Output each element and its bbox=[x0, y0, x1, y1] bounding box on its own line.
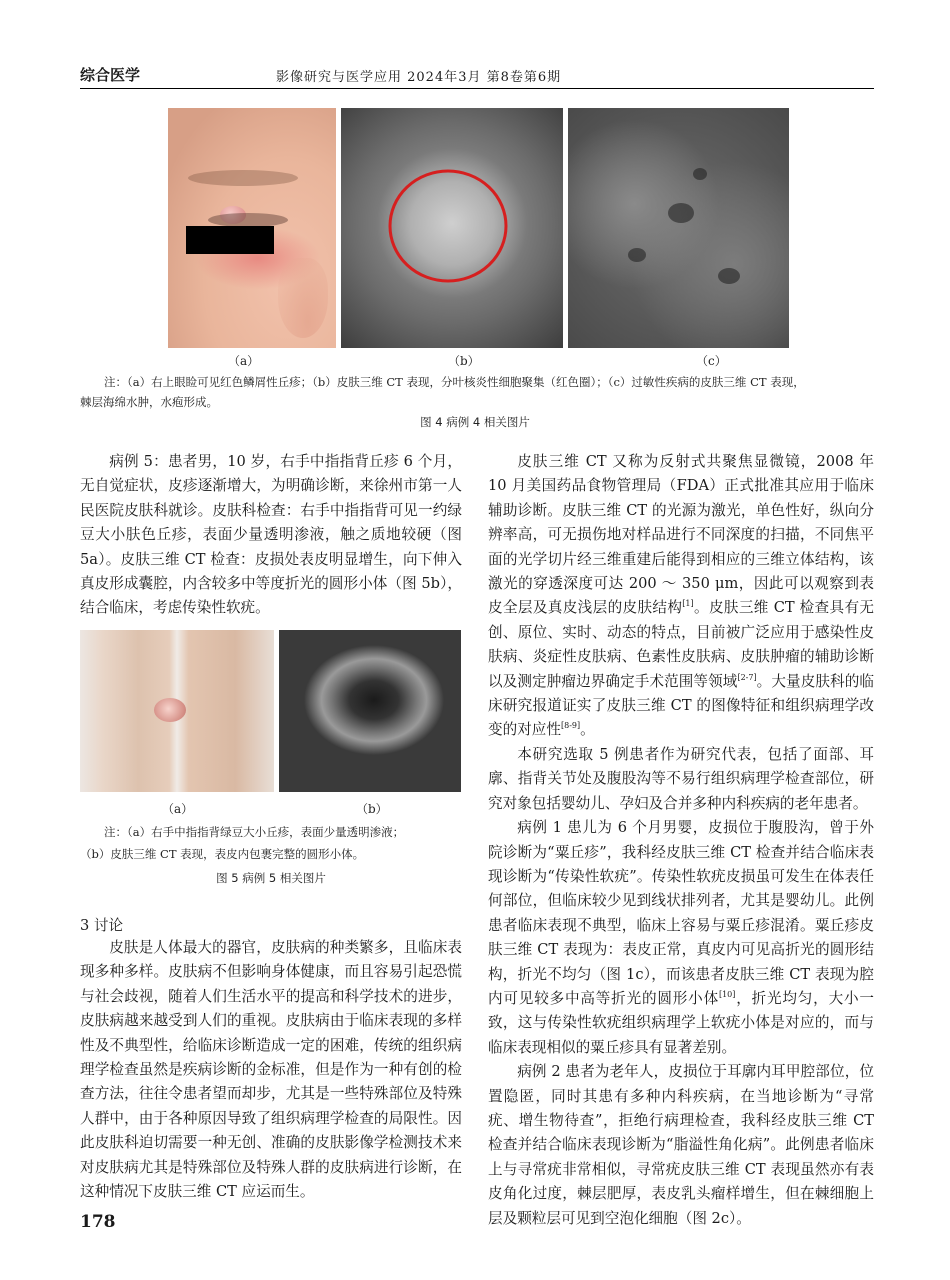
figure4b-overlay bbox=[341, 108, 563, 348]
figure4c-label: （c） bbox=[696, 354, 727, 368]
eyebrow bbox=[188, 170, 298, 186]
journal-header: 影像研究与医学应用 2024年3月 第8卷第6期 bbox=[276, 70, 562, 85]
citation-ref: [8-9] bbox=[560, 721, 581, 731]
page-number: 178 bbox=[80, 1212, 116, 1232]
case5-paragraph: 病例 5：患者男，10 岁，右手中指指背丘疹 6 个月，无自觉症状，皮疹逐渐增大，为明确诊断，来徐州市第一人民医院皮肤科就诊。皮肤科检查：右手中指指背可见一约绿豆大小肤色丘疹，表面少量透明渗液，触之质地较硬（图 5a）。皮肤三维 CT 检查：皮损处表皮明显增生，向下伸入真皮形成囊腔，内含较多中等度折光的圆形小体（图 5b），结合临床，考虑传染性软疣。 bbox=[80, 453, 462, 617]
rcm-intro-paragraph: 皮肤三维 CT 又称为反射式共聚焦显微镜，2008 年 10 月美国药品食物管理局（FDA）正式批准其应用于临床辅助诊断。皮肤三维 CT 的光源为激光，单色性好，纵向分辨率高，可无损伤地对样品进行不同深度的扫描，不同焦平面的光学切片经三维重建后能得到相应的三维立体结构，该激光的穿透深度可达 200 ～ 350 μm，因此可以观察到表皮全层及真皮浅层的皮肤结构[1]。皮肤三维 CT 检查具有无创、原位、实时、动态的特点，目前被广泛应用于感染性皮肤病、炎症性皮肤病、色素性皮肤病、皮肤肿瘤的辅助诊断以及测定肿瘤边界确定手术范围等领域[2-7]。大量皮肤科的临床研究报道证实了皮肤三维 CT 的图像特征和组织病理学改变的对应性[8-9]。 bbox=[488, 453, 874, 739]
figure5-note-line2: （b）皮肤三维 CT 表现，表皮内包裹完整的圆形小体。 bbox=[80, 847, 365, 861]
figure5b-ct-image bbox=[279, 630, 461, 792]
figure4-title: 图 4 病例 4 相关图片 bbox=[420, 415, 530, 429]
citation-ref: [1] bbox=[682, 599, 694, 609]
figure5a-photo bbox=[80, 630, 274, 792]
vesicle bbox=[668, 203, 694, 223]
figure5b-label: （b） bbox=[356, 802, 388, 816]
privacy-bar bbox=[186, 226, 274, 254]
vesicle bbox=[718, 268, 740, 284]
papule bbox=[154, 698, 186, 722]
case1-discussion-paragraph: 病例 1 患儿为 6 个月男婴，皮损位于腹股沟，曾于外院诊断为“粟丘疹”，我科经皮肤三维 CT 检查并结合临床表现诊断为“传染性软疣”。传染性软疣皮损虽可发生在体表任何部位，但临床较少见到线状排列者，尤其是婴幼儿。此例患者临床表现不典型，临床上容易与粟丘疹混淆。粟丘疹皮肤三维 CT 表现为：表皮正常，真皮内可见高折光的圆形结构，折光不均匀（图 1c），而该患者皮肤三维 CT 表现为腔内可见较多中高等折光的圆形小体[10]，折光均匀，大小一致，这与传染性软疣组织病理学上软疣小体是对应的，而与临床表现相似的粟丘疹具有显著差别。 bbox=[488, 819, 874, 1056]
study-scope-paragraph: 本研究选取 5 例患者作为研究代表，包括了面部、耳廓、指背关节处及腹股沟等不易行组织病理学检查部位，研究对象包括婴幼儿、孕妇及合并多种内科疾病的老年患者。 bbox=[488, 745, 874, 812]
vesicle bbox=[628, 248, 646, 262]
figure5a-label: （a） bbox=[162, 802, 194, 816]
citation-ref: [2-7] bbox=[737, 672, 757, 682]
figure4b-ct-image bbox=[341, 108, 563, 348]
figure4-note-line2: 棘层海绵水肿，水疱形成。 bbox=[80, 395, 218, 409]
header-rule bbox=[80, 88, 874, 89]
section3-heading: 3 讨论 bbox=[80, 917, 124, 934]
figure4a-label: （a） bbox=[228, 354, 260, 368]
figure4c-ct-image bbox=[568, 108, 789, 348]
citation-ref: [10] bbox=[718, 990, 736, 1000]
figure5-note-line1: 注：（a）右手中指指背绿豆大小丘疹，表面少量透明渗液； bbox=[104, 825, 405, 839]
section3-paragraph: 皮肤是人体最大的器官，皮肤病的种类繁多，且临床表现多种多样。皮肤病不但影响身体健康，而且容易引起恐慌与社会歧视，随着人们生活水平的提高和科学技术的进步，皮肤病越来越受到人们的重视。皮肤病由于临床表现的多样性及不典型性，给临床诊断造成一定的困难，传统的组织病理学检查虽然是疾病诊断的金标准，但是作为一种有创的检查方法，往往令患者望而却步，尤其是一些特殊部位及特殊人群中，由于各种原因导致了组织病理学检查的局限性。因此皮肤科迫切需要一种无创、准确的皮肤影像学检测技术来对皮肤病尤其是特殊部位及特殊人群的皮肤病进行诊断，在这种情况下皮肤三维 CT 应运而生。 bbox=[80, 939, 462, 1201]
vesicle bbox=[693, 168, 707, 180]
section-label: 综合医学 bbox=[80, 66, 141, 84]
right-column bbox=[488, 450, 874, 1231]
figure4a-photo bbox=[168, 108, 336, 348]
red-circle-marker bbox=[390, 171, 506, 281]
figure4-note-line1: 注：（a）右上眼睑可见红色鳞屑性丘疹；（b）皮肤三维 CT 表现，分叶核炎性细胞聚集（红色圈）；（c）过敏性疾病的皮肤三维 CT 表现， bbox=[104, 375, 805, 389]
case2-discussion-paragraph: 病例 2 患者为老年人，皮损位于耳廓内耳甲腔部位，位置隐匿，同时其患有多种内科疾病，在当地诊断为“寻常疣、增生物待查”，拒绝行病理检查，我科经皮肤三维 CT 检查并结合临床表现诊断为“脂溢性角化病”。此例患者临床上与寻常疣非常相似，寻常疣皮肤三维 CT 表现虽然亦有表皮角化过度，棘层肥厚，表皮乳头瘤样增生，但在棘细胞上层及颗粒层可见到空泡化细胞（图 2c）。 bbox=[488, 1063, 874, 1227]
figure5-title: 图 5 病例 5 相关图片 bbox=[216, 871, 326, 885]
figure4b-label: （b） bbox=[448, 354, 480, 368]
eye bbox=[208, 213, 288, 227]
nose bbox=[278, 258, 328, 338]
